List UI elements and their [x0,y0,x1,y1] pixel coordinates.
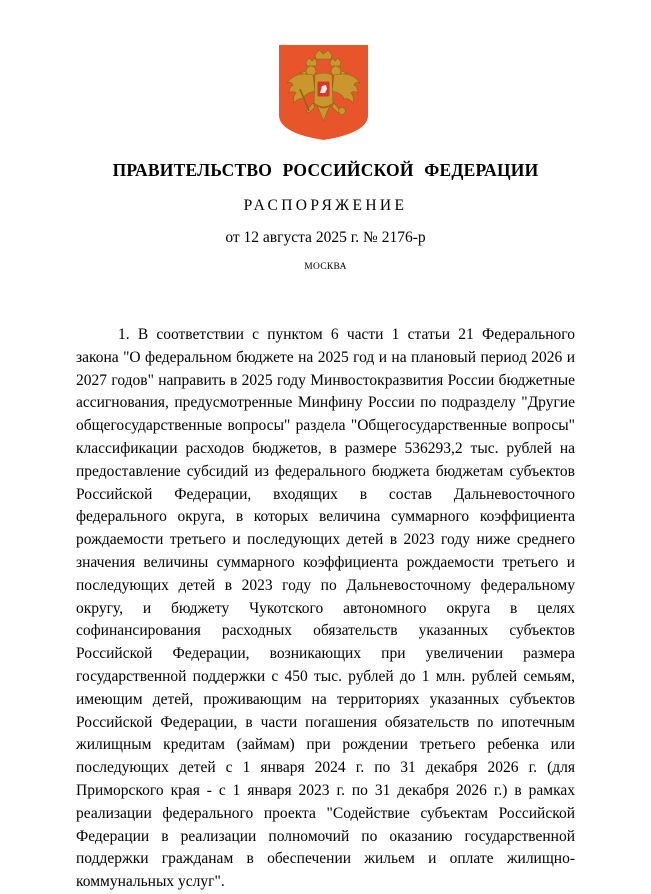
document-body [76,324,575,894]
paragraph-1: 1. В соответствии с пунктом 6 части 1 статьи 21 Федерального закона "О федеральном бюджете на 2025 год и на плановый период 2026 и 2027 годов" направить в 2025 году Минвостокразвития России бюджетные ассигнования, предусмотренные Минфину России по подразделу "Другие общегосударственные вопросы" раздела "Общегосударственные вопросы" классификации расходов бюджетов, в размере 536293,2 тыс. рублей на предоставление субсидий из федерального бюджета бюджетам субъектов Российской Федерации, входящих в состав Дальневосточного федерального округа, в которых величина суммарного коэффициента рождаемости третьего и последующих детей в 2023 году ниже среднего значения величины суммарного коэффициента рождаемости третьего и последующих детей в 2023 году по Дальневосточному федеральному округу, и бюджету Чукотского автономного округа в целях софинансирования расходных обязательств указанных субъектов Российской Федерации, возникающих при увеличении размера государственной поддержки с 450 тыс. рублей до 1 млн. рублей семьям, имеющим детей, проживающим на территориях указанных субъектов Российской Федерации, в части погашения обязательств по ипотечным жилищным кредитам (займам) при рождении третьего ребенка или последующих детей с 1 января 2024 г. по 31 декабря 2026 г. (для Приморского края - с 1 января 2023 г. по 31 декабря 2026 г.) в рамках реализации федерального проекта "Содействие субъектам Российской Федерации в реализации полномочий по оказанию государственной поддержки гражданам в обеспечении жильем и оплате жилищно-коммунальных услуг". [76,326,575,891]
government-title: ПРАВИТЕЛЬСТВО РОССИЙСКОЙ ФЕДЕРАЦИИ [112,160,539,180]
document-city: МОСКВА [304,262,347,272]
document-date-number: от 12 августа 2025 г. № 2176-р [225,229,426,246]
coat-of-arms-icon [279,45,368,140]
document-type: РАСПОРЯЖЕНИЕ [243,197,408,214]
